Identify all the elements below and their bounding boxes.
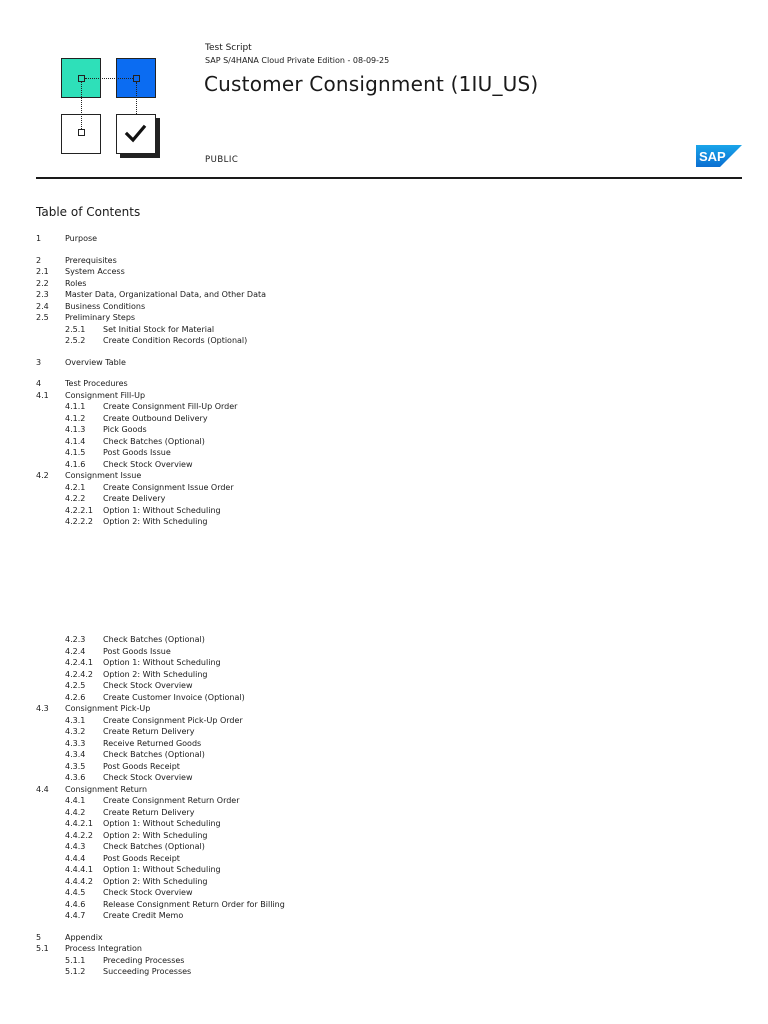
toc-entry-number: 2: [36, 255, 42, 265]
toc-entry[interactable]: [36, 505, 736, 517]
toc-entry-title: Check Stock Overview: [103, 459, 193, 469]
toc-entry[interactable]: [36, 634, 736, 646]
toc-heading: Table of Contents: [36, 205, 141, 219]
toc-entry-number: 4.1.4: [65, 436, 86, 446]
toc-entry-number: 4.2.4.2: [65, 669, 93, 679]
connector-line: [136, 82, 137, 114]
toc-entry[interactable]: [36, 646, 736, 658]
toc-entry-number: 4.3.6: [65, 773, 86, 782]
toc-entry-title: Check Batches (Optional): [103, 842, 205, 851]
checked-square-icon: [116, 114, 156, 154]
toc-entry[interactable]: [36, 278, 736, 290]
toc-entry-number: 4.3.5: [65, 761, 86, 771]
toc-entry-number: 1: [36, 234, 42, 243]
toc-entry-number: 4.1.3: [65, 425, 86, 434]
toc-entry-number: 4.1.5: [65, 448, 86, 457]
toc-entry-number: 4.2.6: [65, 692, 86, 702]
toc-entry-title: Post Goods Issue: [103, 646, 171, 656]
toc-entry[interactable]: [36, 772, 736, 784]
toc-entry-title: Create Outbound Delivery: [103, 413, 208, 423]
toc-entry-number: 4.2.4.1: [65, 658, 93, 667]
toc-entry-title: Option 1: Without Scheduling: [103, 505, 221, 515]
toc-entry[interactable]: [36, 413, 736, 425]
toc-entry[interactable]: [36, 853, 736, 865]
toc-entry[interactable]: [36, 841, 736, 853]
toc-entry-number: 4.4.7: [65, 911, 86, 920]
toc-entry-title: Check Stock Overview: [103, 888, 193, 897]
toc-entry-title: Create Delivery: [103, 494, 166, 503]
toc-entry[interactable]: [36, 255, 736, 267]
toc-entry[interactable]: [36, 312, 736, 324]
toc-entry[interactable]: [36, 233, 736, 245]
toc-entry-number: 4.2.4: [65, 646, 86, 656]
toc-entry-title: Check Stock Overview: [103, 681, 193, 690]
toc-entry[interactable]: [36, 436, 736, 448]
toc-entry[interactable]: [36, 749, 736, 761]
toc-entry-number: 4.4: [36, 784, 49, 794]
toc-entry-title: Master Data, Organizational Data, and Other Data: [65, 290, 267, 299]
toc-entry-number: 4.4.2.1: [65, 819, 93, 828]
toc-entry-number: 2.5.2: [65, 336, 86, 345]
toc-entry-number: 4.4.3: [65, 842, 86, 851]
toc-entry-title: Create Credit Memo: [103, 911, 184, 920]
toc-entry-title: Option 2: With Scheduling: [103, 669, 208, 679]
toc-entry-title: Create Condition Records (Optional): [103, 336, 248, 345]
toc-entry[interactable]: [36, 324, 736, 336]
toc-entry-title: Prerequisites: [65, 255, 117, 265]
toc-entry-title: Create Consignment Fill-Up Order: [103, 402, 238, 411]
checkmark-icon: [117, 115, 154, 152]
empty-node-icon: [78, 129, 85, 136]
toc-entry[interactable]: [36, 726, 736, 738]
toc-entry-number: 2.3: [36, 290, 49, 299]
toc-entry-number: 4.4.5: [65, 888, 86, 897]
toc-entry[interactable]: [36, 932, 736, 944]
toc-entry[interactable]: [36, 899, 736, 911]
toc-entry-title: Option 1: Without Scheduling: [103, 865, 221, 874]
toc-entry-number: 4.2.2: [65, 494, 86, 503]
toc-entry-number: 3: [36, 357, 42, 367]
toc-entry-number: 4.3.2: [65, 727, 86, 736]
toc-entry[interactable]: [36, 680, 736, 692]
toc-entry-number: 2.2: [36, 278, 49, 288]
toc-entry[interactable]: [36, 335, 736, 347]
toc-entry-number: 4.4.4: [65, 853, 86, 863]
toc-entry-number: 4: [36, 379, 42, 388]
toc-entry[interactable]: [36, 424, 736, 436]
toc-entry[interactable]: [36, 876, 736, 888]
toc-entry[interactable]: [36, 966, 736, 978]
toc-entry[interactable]: [36, 692, 736, 704]
toc-entry-title: Check Batches (Optional): [103, 635, 205, 644]
blue-node-icon: [133, 75, 140, 82]
toc-entry-number: 4.3.4: [65, 750, 86, 759]
toc-entry-number: 4.1.6: [65, 459, 86, 469]
toc-entry-title: Business Conditions: [65, 301, 146, 311]
header-illustration: [60, 57, 170, 161]
toc-entry[interactable]: [36, 703, 736, 715]
toc-entry-title: Set Initial Stock for Material: [103, 324, 215, 334]
toc-entry-title: Option 2: With Scheduling: [103, 517, 208, 526]
toc-entry-number: 4.4.4.1: [65, 865, 93, 874]
toc-entry-title: Post Goods Receipt: [103, 853, 180, 863]
toc-entry[interactable]: [36, 887, 736, 899]
toc-entry-number: 4.2.3: [65, 635, 86, 644]
toc-entry-title: Consignment Return: [65, 784, 148, 794]
toc-entry[interactable]: [36, 459, 736, 471]
toc-entry-number: 5.1.2: [65, 967, 86, 976]
toc-entry-title: Post Goods Issue: [103, 448, 171, 457]
toc-entry-title: Create Consignment Return Order: [103, 796, 240, 805]
toc-entry[interactable]: [36, 761, 736, 773]
toc-entry-title: Create Consignment Pick-Up Order: [103, 715, 243, 725]
toc-entry-title: Create Return Delivery: [103, 727, 195, 736]
toc-entry[interactable]: [36, 818, 736, 830]
toc-entry-title: Succeeding Processes: [103, 967, 192, 976]
toc-entry[interactable]: [36, 401, 736, 413]
toc-entry-number: 5.1: [36, 944, 49, 953]
toc-entry[interactable]: [36, 715, 736, 727]
toc-entry[interactable]: [36, 390, 736, 402]
toc-entry-number: 2.1: [36, 267, 49, 276]
page-title: Customer Consignment (1IU_US): [204, 72, 539, 96]
toc-entry-number: 4.1: [36, 390, 49, 400]
toc-entry-title: Option 2: With Scheduling: [103, 876, 208, 886]
toc-entry-number: 4.4.2.2: [65, 830, 93, 840]
toc-entry-title: Appendix: [65, 932, 103, 942]
toc-entry[interactable]: [36, 470, 736, 482]
toc-entry-number: 5: [36, 932, 42, 942]
product-version: SAP S/4HANA Cloud Private Edition - 08-09-25: [205, 56, 390, 65]
toc-entry-title: Roles: [65, 278, 87, 288]
toc-entry-number: 4.2: [36, 471, 49, 480]
toc-entry[interactable]: [36, 357, 736, 369]
teal-node-icon: [78, 75, 85, 82]
toc-entry-title: Test Procedures: [65, 379, 128, 388]
toc-entry[interactable]: [36, 482, 736, 494]
toc-entry-number: 4.4.2: [65, 807, 86, 817]
toc-entry-title: Create Return Delivery: [103, 807, 195, 817]
toc-entry-number: 4.3.3: [65, 738, 86, 748]
toc-entry[interactable]: [36, 657, 736, 669]
toc-entry-number: 2.5.1: [65, 324, 86, 334]
toc-entry-number: 4.2.2.1: [65, 505, 93, 515]
toc-entry-title: Pick Goods: [103, 425, 147, 434]
toc-entry-number: 4.2.5: [65, 681, 86, 690]
toc-entry-title: Create Customer Invoice (Optional): [103, 692, 245, 702]
toc-entry-title: Consignment Fill-Up: [65, 390, 146, 400]
toc-entry-number: 5.1.1: [65, 955, 86, 965]
toc-entry[interactable]: [36, 266, 736, 278]
toc-entry[interactable]: [36, 516, 736, 528]
toc-entry-title: Release Consignment Return Order for Billing: [103, 899, 285, 909]
sap-logo-text: SAP: [699, 149, 726, 164]
toc-entry-title: Purpose: [65, 234, 98, 243]
toc-entry[interactable]: [36, 784, 736, 796]
toc-entry-title: Option 1: Without Scheduling: [103, 819, 221, 828]
toc-entry-title: Overview Table: [65, 357, 126, 367]
toc-entry[interactable]: [36, 955, 736, 967]
toc-entry-number: 2.4: [36, 301, 49, 311]
toc-entry[interactable]: [36, 830, 736, 842]
toc-entry-title: Option 2: With Scheduling: [103, 830, 208, 840]
toc-entry-title: Consignment Issue: [65, 471, 142, 480]
classification-label: PUBLIC: [205, 155, 239, 165]
connector-line: [85, 78, 133, 79]
toc-entry[interactable]: [36, 738, 736, 750]
toc-entry-number: 4.4.6: [65, 899, 86, 909]
toc-entry-number: 4.4.4.2: [65, 876, 93, 886]
connector-line: [81, 82, 82, 129]
toc-entry-title: Preceding Processes: [103, 955, 185, 965]
toc-entry-number: 4.2.1: [65, 482, 86, 492]
toc-entry-title: Receive Returned Goods: [103, 738, 202, 748]
toc-entry-number: 4.1.1: [65, 402, 86, 411]
toc-entry[interactable]: [36, 943, 736, 955]
toc-entry-title: Option 1: Without Scheduling: [103, 658, 221, 667]
document-type: Test Script: [205, 43, 252, 53]
toc-entry-title: Check Batches (Optional): [103, 750, 205, 759]
toc-entry-title: Check Stock Overview: [103, 773, 193, 782]
toc-entry-title: Post Goods Receipt: [103, 761, 180, 771]
toc-entry-number: 4.4.1: [65, 796, 86, 805]
toc-entry[interactable]: [36, 795, 736, 807]
toc-entry-number: 2.5: [36, 313, 49, 322]
toc-entry[interactable]: [36, 447, 736, 459]
toc-entry[interactable]: [36, 864, 736, 876]
toc-entry-title: Process Integration: [65, 944, 142, 953]
toc-entry-number: 4.3.1: [65, 715, 86, 725]
toc-entry-number: 4.2.2.2: [65, 517, 93, 526]
toc-entry-title: Consignment Pick-Up: [65, 704, 151, 713]
toc-entry-number: 4.1.2: [65, 413, 86, 423]
toc-entry-title: Create Consignment Issue Order: [103, 482, 234, 492]
header-divider: [36, 177, 742, 179]
toc-entry-title: System Access: [65, 267, 125, 276]
toc-entry[interactable]: [36, 301, 736, 313]
toc-entry[interactable]: [36, 289, 736, 301]
toc-entry[interactable]: [36, 807, 736, 819]
sap-logo-icon: [696, 145, 742, 167]
toc-entry-title: Check Batches (Optional): [103, 436, 205, 446]
toc-entry-title: Preliminary Steps: [65, 313, 136, 322]
toc-entry-number: 4.3: [36, 704, 49, 713]
toc-entry[interactable]: [36, 910, 736, 922]
toc-entry[interactable]: [36, 669, 736, 681]
toc-entry[interactable]: [36, 378, 736, 390]
toc-entry[interactable]: [36, 493, 736, 505]
